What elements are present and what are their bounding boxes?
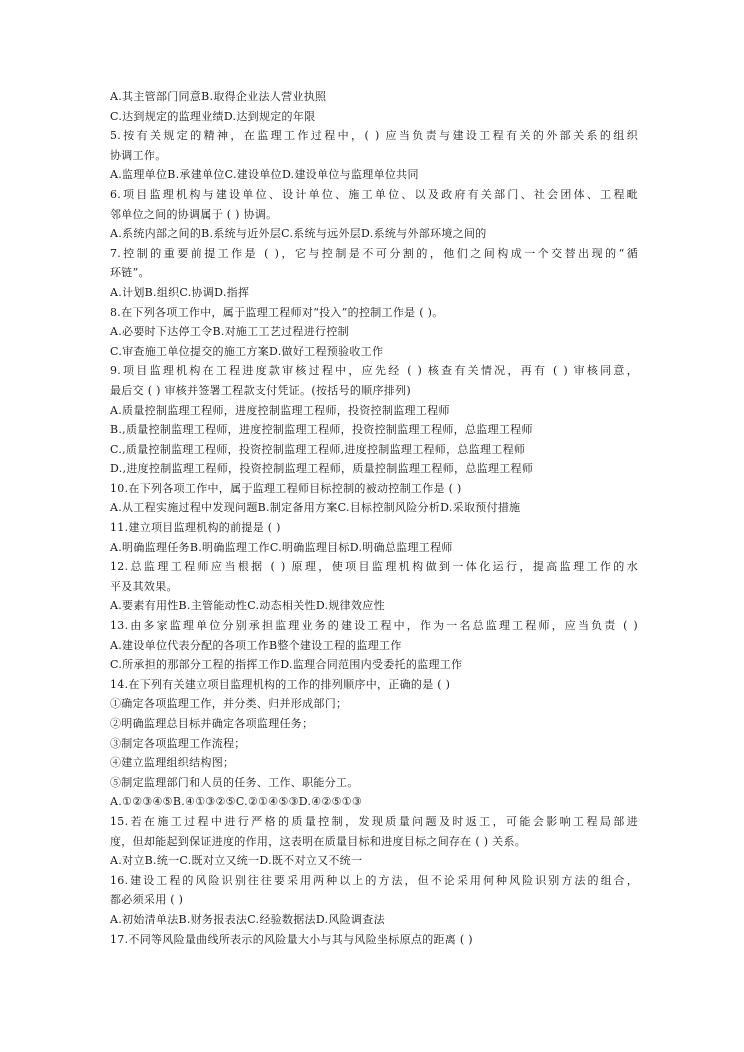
text-line: 都必须采用 ( ) [110,893,184,907]
text-line: A.初始清单法B.财务报表法C.经验数据法D.风险调查法 [110,912,385,926]
text-line: A.要素有用性B.主管能动性C.动态相关性D.规律效应性 [110,599,385,613]
text-line: ①确定各项监理工作，并分类、归并形成部门； [110,697,348,711]
text-line: 14.在下列有关建立项目监理机构的工作的排列顺序中，正确的是 ( ) [110,677,451,691]
text-line: C.,质量控制监理工程师，投资控制监理工程师,进度控制监理工程师，总监理工程师 [110,442,526,456]
text-line: 13.由多家监理单位分别承担监理业务的建设工程中，作为一名总监理工程师，应当负责 ( ) [110,619,638,633]
text-line: 平及其效果。 [110,579,178,593]
text-line: A.其主管部门同意B.取得企业法人营业执照 [110,90,327,103]
text-line: A.质量控制监理工程师，进度控制监理工程师，投资控制监理工程师 [110,403,450,417]
text-line: A.必要时下达停工令B.对施工工艺过程进行控制 [110,325,349,339]
text-line: 协调工作。 [110,148,167,162]
text-line: ⑤制定监理部门和人员的任务、工作、职能分工。 [110,775,359,789]
text-line: 7.控制的重要前提工作是 ( )，它与控制是不可分割的，他们之间构成一个交替出现的“循 [110,246,638,260]
text-line: 8.在下列各项工作中，属于监理工程师对“投入”的控制工作是 ( )。 [110,305,444,319]
text-line: 16.建设工程的风险识别往往要采用两种以上的方法，但不论采用何种风险识别方法的组合， [110,873,638,887]
text-line: A.对立B.统一C.既对立又统一D.既不对立又不统一 [110,854,363,868]
text-line: 邻单位之间的协调属于 ( ) 协调。 [110,207,278,221]
text-line: 11.建立项目监理机构的前提是 ( ) [110,521,281,535]
text-line: C.审查施工单位提交的施工方案D.做好工程预验收工作 [110,344,384,358]
text-line: ④建立监理组织结构图； [110,756,235,770]
text-line: A.监理单位B.承建单位C.建设单位D.建设单位与监理单位共同 [110,168,419,182]
document-page [110,87,638,949]
text-line: A.系统内部之间的B.系统与近外层C.系统与远外层D.系统与外部环境之间的 [110,227,487,241]
text-line: ②明确监理总目标并确定各项监理任务； [110,717,314,730]
text-line: ③制定各项监理工作流程； [110,736,246,750]
text-line: D.,进度控制监理工程师，投资控制监理工程师，质量控制监理工程师，总监理工程师 [110,462,534,476]
text-line: B.,质量控制监理工程师，进度控制监理工程师，投资控制监理工程师，总监理工程师 [110,423,533,437]
text-line: A.建设单位代表分配的各项工作B整个建设工程的监理工作 [110,638,402,652]
text-line: 6.项目监理机构与建设单位、设计单位、施工单位、以及政府有关部门、社会团体、工程毗 [110,187,638,201]
text-line: 最后交 ( ) 审核并签署工程款支付凭证。(按括号的顺序排列) [110,383,411,397]
text-line: 15.若在施工过程中进行严格的质量控制，发现质量问题及时返工，可能会影响工程局部进 [110,814,638,828]
text-line: 12.总监理工程师应当根据 ( ) 原理，使项目监理机构做到一体化运行，提高监理工作的水 [110,560,638,574]
text-line: 17.不同等风险量曲线所表示的风险量大小与其与风险坐标原点的距离 ( ) [110,932,473,946]
text-line: C.达到规定的监理业绩D.达到规定的年限 [110,109,316,123]
text-line: 10.在下列各项工作中，属于监理工程师目标控制的被动控制工作是 ( ) [110,481,462,495]
text-line: A.从工程实施过程中发现问题B.制定备用方案C.目标控制风险分析D.采取预付措施 [110,501,521,515]
text-line: A.计划B.组织C.协调D.指挥 [110,285,250,299]
text-line: 环链”。 [110,266,150,280]
text-line: C.所承担的那部分工程的指挥工作D.监理合同范围内受委托的监理工作 [110,658,463,672]
text-line: 度，但却能起到保证进度的作用，这表明在质量目标和进度目标之间存在 ( ) 关系。 [110,834,527,848]
text-line: A.①②③④⑤B.④①③②⑤C.②①④⑤③D.④②⑤①③ [110,795,363,809]
text-line: A.明确监理任务B.明确监理工作C.明确监理目标D.明确总监理工程师 [110,540,453,554]
text-line: 9.项目监理机构在工程进度款审核过程中，应先经 ( ) 核查有关情况，再有 ( ) 审核同意， [110,364,638,378]
text-line: 5.按有关规定的精神，在监理工作过程中，( ) 应当负责与建设工程有关的外部关系的组织 [110,129,638,143]
